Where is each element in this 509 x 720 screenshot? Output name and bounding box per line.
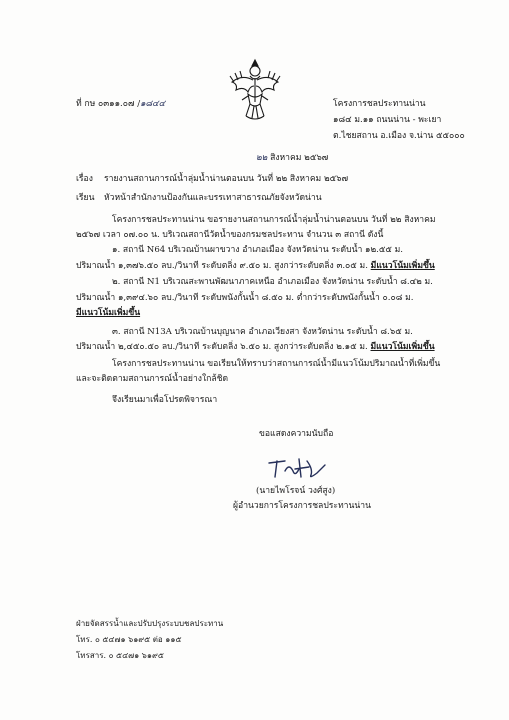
signature-icon	[265, 455, 329, 481]
station-3-line-1: ๓. สถานี N13A บริเวณบ้านบุญนาค อำเภอเวียงสา จังหวัดน่าน ระดับน้ำ ๘.๖๕ ม.	[112, 327, 413, 337]
intro-line-1: โครงการชลประทานน่าน ขอรายงานสถานการณ์น้ำลุ่มน้ำน่านตอนบน วันที่ ๒๒ สิงหาคม	[112, 215, 436, 225]
subject-text: รายงานสถานการณ์น้ำลุ่มน้ำน่านตอนบน วันที่ ๒๒ สิงหาคม ๒๕๖๗	[104, 174, 349, 184]
station-3-trend: มีแนวโน้มเพิ่มขึ้น	[370, 342, 435, 352]
request-line: จึงเรียนมาเพื่อโปรดพิจารณา	[112, 395, 218, 405]
intro-line-2: ๒๕๖๗ เวลา ๐๗.๐๐ น. บริเวณสถานีวัดน้ำของกรมชลประทาน จำนวน ๓ สถานี ดังนี้	[76, 230, 384, 240]
org-name: โครงการชลประทานน่าน	[333, 99, 426, 109]
station-2-line-2: ปริมาณน้ำ ๑,๓๙๔.๖๐ ลบ./วินาที ระดับพนังกั้นน้ำ ๘.๕๐ ม. ต่ำกว่าระดับพนังกั้นน้ำ ๐.๐๘ ม.	[76, 293, 414, 303]
footer-telephone: โทร. ๐ ๕๔๗๑ ๖๑๙๕ ต่อ ๑๑๕	[76, 635, 182, 644]
recipient-label: เรียน	[76, 193, 95, 203]
reference-handwritten-number: ๑๘๔๔	[140, 99, 166, 109]
date-month-year: สิงหาคม ๒๕๖๗	[270, 153, 329, 163]
conclusion-line-1: โครงการชลประทานน่าน ขอเรียนให้ทราบว่าสถานการณ์น้ำมีแนวโน้มปริมาณน้ำที่เพิ่มขึ้น	[112, 359, 441, 369]
recipient-text: หัวหน้าสำนักงานป้องกันและบรรเทาสาธารณภัยจังหวัดน่าน	[104, 193, 322, 203]
station-2-trend: มีแนวโน้มเพิ่มขึ้น	[76, 308, 141, 318]
station-1-detail: ปริมาณน้ำ ๑,๓๗๖.๕๐ ลบ./วินาที ระดับตลิ่ง ๙.๕๐ ม. สูงกว่าระดับตลิ่ง ๓.๐๕ ม.	[76, 261, 368, 271]
garuda-emblem-icon	[228, 56, 282, 126]
conclusion-line-2: และจะติดตามสถานการณ์น้ำอย่างใกล้ชิด	[76, 374, 229, 384]
reference-number	[76, 98, 165, 110]
signatory-name: (นายไพโรจน์ วงศ์สูง)	[256, 486, 336, 496]
station-1-line-1: ๑. สถานี N64 บริเวณบ้านผาขวาง อำเภอเมือง จังหวัดน่าน ระดับน้ำ ๑๒.๕๕ ม.	[112, 245, 403, 255]
station-2-line-1: ๒. สถานี N1 บริเวณสะพานพัฒนาภาคเหนือ อำเภอเมือง จังหวัดน่าน ระดับน้ำ ๘.๔๒ ม.	[112, 277, 433, 287]
station-3-detail: ปริมาณน้ำ ๒,๔๕๐.๕๐ ลบ./วินาที ระดับตลิ่ง ๖.๕๐ ม. สูงกว่าระดับตลิ่ง ๒.๑๕ ม.	[76, 342, 368, 352]
address-line-1: ๑๘๔ ม.๑๑ ถนนน่าน - พะเยา	[333, 115, 442, 125]
reference-prefix: ที่ กษ ๐๓๑๑.๐๗ /	[76, 99, 141, 109]
date-day-handwritten: ๒๒	[256, 153, 268, 163]
subject-label: เรื่อง	[76, 174, 93, 184]
station-3-line-2	[76, 341, 435, 353]
footer-department: ฝ่ายจัดสรรน้ำและปรับปรุงระบบชลประทาน	[76, 619, 224, 628]
station-1-trend: มีแนวโน้มเพิ่มขึ้น	[370, 261, 435, 271]
station-1-line-2	[76, 260, 435, 272]
address-line-2: ต.ไชยสถาน อ.เมือง จ.น่าน ๕๕๐๐๐	[333, 131, 465, 141]
footer-fax: โทรสาร. ๐ ๕๔๗๑ ๖๑๙๕	[76, 651, 164, 660]
closing-regards: ขอแสดงความนับถือ	[259, 429, 334, 439]
letter-date	[256, 152, 328, 164]
signatory-position: ผู้อำนวยการโครงการชลประทานน่าน	[233, 501, 371, 511]
